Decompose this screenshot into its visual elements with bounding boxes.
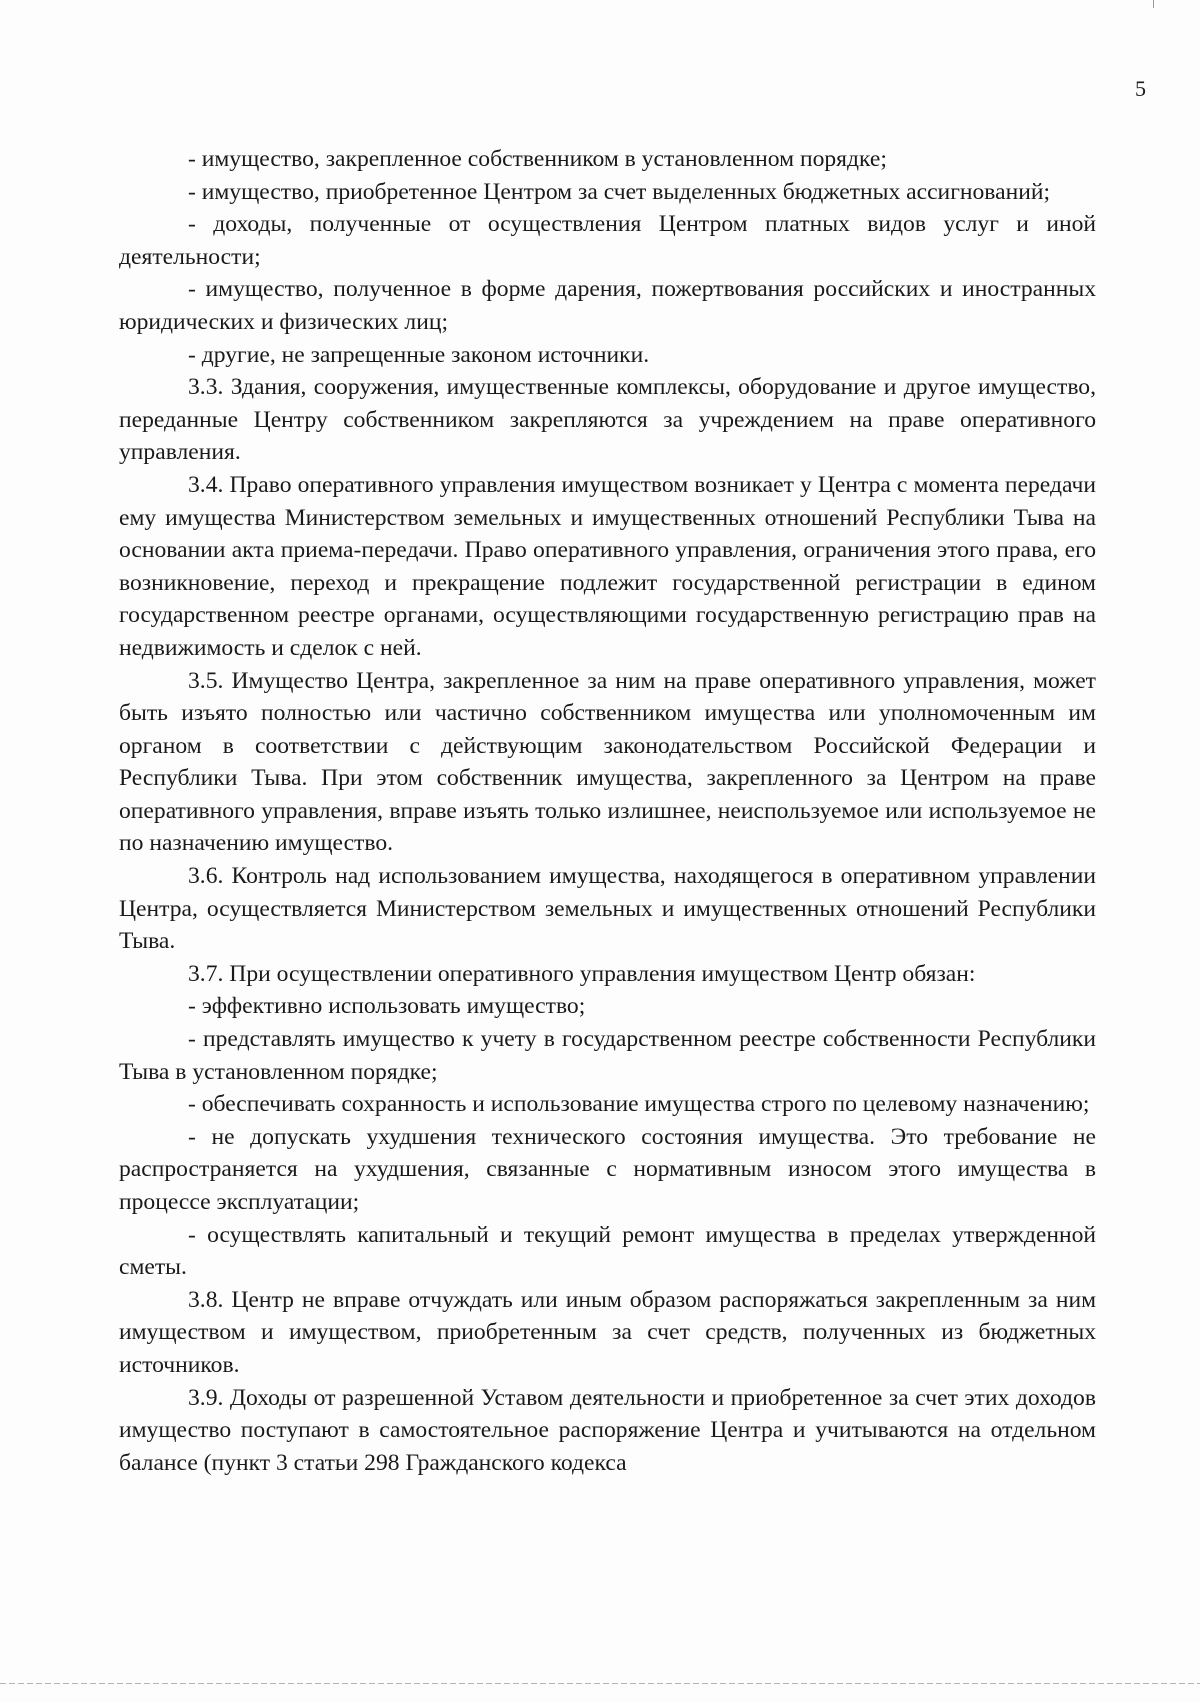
paragraph: - представлять имущество к учету в государственном реестре собственности Республики Тыва в установленном порядке;: [119, 1026, 1096, 1085]
paragraph: 3.3. Здания, сооружения, имущественные комплексы, оборудование и другое имущество, переданные Центру собственником закрепляются за учреждением на праве оперативного управления.: [119, 374, 1096, 466]
page-number: 5: [1135, 76, 1146, 101]
paragraph: - имущество, полученное в форме дарения, пожертвования российских и иностранных юридических и физических лиц;: [119, 276, 1096, 335]
paragraph: - не допускать ухудшения технического состояния имущества. Это требование не распространяется на ухудшения, связанные с нормативным износом этого имущества в процессе эксплуатации;: [119, 1123, 1096, 1215]
paragraph: 3.8. Центр не вправе отчуждать или иным образом распоряжаться закрепленным за ним имуществом и имуществом, приобретенным за счет средств, полученных из бюджетных источников.: [119, 1286, 1096, 1378]
scan-edge-line: [0, 1683, 1200, 1684]
document-body: [119, 143, 1096, 1479]
scan-edge-mark: [1153, 0, 1154, 8]
paragraph: - другие, не запрещенные законом источники.: [188, 341, 650, 368]
paragraph: - имущество, закрепленное собственником в установленном порядке;: [188, 146, 887, 172]
paragraph: - обеспечивать сохранность и использование имущества строго по целевому назначению;: [188, 1091, 1090, 1118]
paragraph: - эффективно использовать имущество;: [188, 993, 586, 1020]
paragraph: - имущество, приобретенное Центром за счет выделенных бюджетных ассигнований;: [188, 178, 1051, 205]
paragraph: 3.5. Имущество Центра, закрепленное за ним на праве оперативного управления, может быть изъято полностью или частично собственником имущества или уполномоченным им органом в соответствии с действующим законодательством Российской Федерации и Республики Тыва. При этом собственник имущества, закрепленного за Центром на праве оперативного управления, вправе изъять только излишнее, неиспользуемое или используемое не по назначению имущество.: [119, 667, 1096, 857]
paragraph: 3.9. Доходы от разрешенной Уставом деятельности и приобретенное за счет этих доходов имущество поступают в самостоятельное распоряжение Центра и учитываются на отдельном балансе (пункт 3 статьи 298 Гражданского кодекса: [119, 1384, 1096, 1476]
paragraph: 3.7. При осуществлении оперативного управления имуществом Центр обязан:: [188, 960, 976, 987]
paragraph: - осуществлять капитальный и текущий ремонт имущества в пределах утвержденной сметы.: [119, 1221, 1096, 1281]
paragraph: 3.4. Право оперативного управления имуществом возникает у Центра с момента передачи ему имущества Министерством земельных и имущественных отношений Республики Тыва на основании акта приема-передачи. Право оперативного управления, ограничения этого права, его возникновение, переход и прекращение подлежит государственной регистрации в едином государственном реестре органами, осуществляющими государственную регистрацию прав на недвижимость и сделок с ней.: [119, 471, 1096, 661]
paragraph: 3.6. Контроль над использованием имущества, находящегося в оперативном управлении Центра, осуществляется Министерством земельных и имущественных отношений Республики Тыва.: [119, 863, 1096, 955]
paragraph: - доходы, полученные от осуществления Центром платных видов услуг и иной деятельности;: [119, 211, 1096, 270]
